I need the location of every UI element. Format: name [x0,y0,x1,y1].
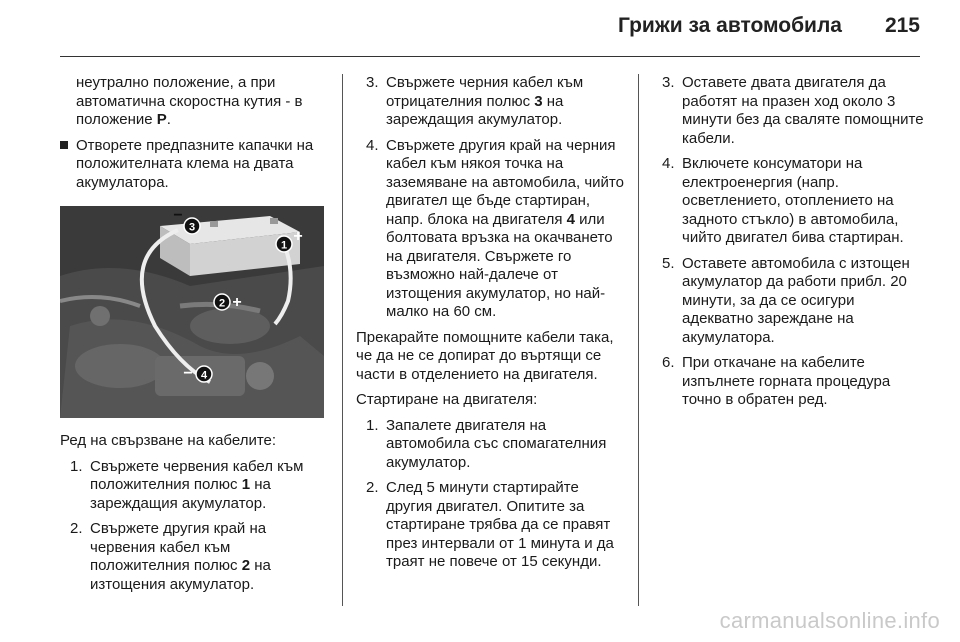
terminal-label-2 [214,294,242,311]
bullet-text: Отворете предпазните капачки на положителната клема на двата акумулатора. [76,136,314,191]
list-item: 3. Оставете двата двигателя да работят на празен ход около 3 минути без да сваляте помощните кабели. [662,74,924,147]
svg-text:+: + [232,294,242,311]
page-header [0,0,960,60]
svg-text:3: 3 [188,221,196,234]
connection-order-intro: Ред на свързване на кабелите: [60,432,277,449]
list-item-text: Свържете другия край на черния кабел към някоя точка на заземяване на автомобила, чийто двигател ще бъде стартиран, напр. блока на двигателя 4 или болтовата връзка на окачването на двигателя. Свържете го възможно най-далече от изтощения акумулатор, но най-малко на 60 см. [386,136,624,320]
column-3 [652,74,928,417]
column-2 [356,74,626,579]
column-1 [60,74,328,601]
list-item: 2. Свържете другия край на червения кабел към положителния полюс 2 на изтощения акумулатор. [70,520,271,593]
column-divider [342,74,343,606]
cable-routing-paragraph: Прекарайте помощните кабели така, че да не се допират до въртящи се части в отделението на двигателя. [356,328,614,383]
list-item-text: След 5 минути стартирайте другия двигател. Опитите за стартиране трябва да се правят през интервали от 1 минута и да траят не повече от 15 секунди. [386,479,614,570]
list-item-text: Включете консуматори на електроенергия (напр. осветлението, отоплението на задното стъкло) в автомобила, чийто двигател бива стартиран. [682,155,904,246]
continued-paragraph: неутрално положение, а при автоматична скоростна кутия - в положение P. [76,74,303,128]
list-item: 2. След 5 минути стартирайте другия двигател. Опитите за стартиране трябва да се правят през интервали от 1 минута и да траят не повече от 15 секунди. [366,479,614,570]
column-divider [638,74,639,606]
svg-text:1: 1 [280,239,288,252]
square-bullet-icon [60,141,68,149]
list-item-text: Оставете двата двигателя да работят на празен ход около 3 минути без да сваляте помощните кабели. [682,74,924,147]
watermark: carmanualsonline.info [719,608,940,633]
list-item: 4. Включете консуматори на електроенергия (напр. осветлението, отоплението на задното стъкло) в автомобила, чийто двигател бива стартиран. [662,155,904,246]
page-title: Грижи за автомобила [617,14,842,37]
page-number: 215 [884,14,920,37]
start-engine-intro: Стартиране на двигателя: [356,391,538,408]
list-item-text: Запалете двигателя на автомобила със спомагателния акумулатор. [386,416,607,471]
list-item: 1. Запалете двигателя на автомобила със спомагателния акумулатор. [366,416,607,471]
bullet-item [60,137,328,193]
list-item: 1. Свържете червения кабел към положителния полюс 1 на зареждащия акумулатор. [70,457,304,512]
list-item: 6. При откачане на кабелите изпълнете горната процедура точно в обратен ред. [662,354,891,408]
list-item-text: Свържете черния кабел към отрицателния полюс 3 на зареждащия акумулатор. [386,74,584,128]
header-divider [60,56,920,57]
list-item-text: Свържете другия край на червения кабел към положителния полюс 2 на изтощения акумулатор. [90,520,271,593]
svg-text:4: 4 [200,369,208,382]
engine-bay-drawing [60,206,324,418]
list-item: 5. Оставете автомобила с изтощен акумулатор да работи прибл. 20 минути, за да се осигури адекватно зареждане на акумулатора. [662,254,910,346]
list-item: 4. Свържете другия край на черния кабел към някоя точка на заземяване на автомобила, чийто двигател ще бъде стартиран, напр. блока на двигателя 4 или болтовата връзка на окачването на двигателя. Свържете го възможно най-далече от изтощения акумулатор, но най-малко на 60 см. [366,136,624,320]
list-item-text: Свържете червения кабел към положителния полюс 1 на зареждащия акумулатор. [90,457,304,512]
svg-text:−: − [183,365,193,382]
list-item-text: При откачане на кабелите изпълнете горната процедура точно в обратен ред. [682,354,891,408]
list-item-text: Оставете автомобила с изтощен акумулатор да работи прибл. 20 минути, за да се осигури адекватно зареждане на акумулатора. [682,254,910,346]
list-item: 3. Свържете черния кабел към отрицателния полюс 3 на зареждащия акумулатор. [366,74,584,128]
jump-start-illustration [60,206,324,418]
svg-text:2: 2 [218,297,226,310]
svg-text:+: + [293,228,303,245]
svg-text:−: − [173,207,183,224]
